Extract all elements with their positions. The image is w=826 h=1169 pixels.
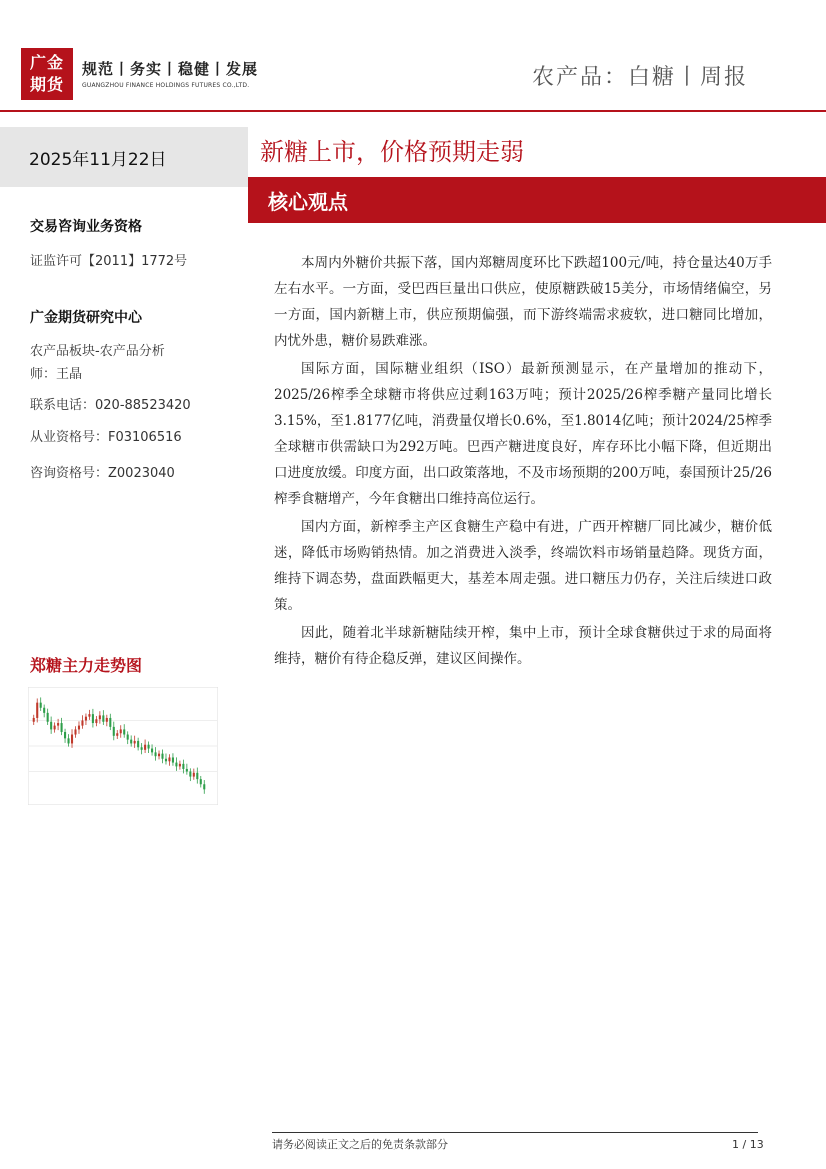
candle-body [43, 708, 45, 713]
paragraph: 本周内外糖价共振下落，国内郑糖周度环比下跌超100元/吨，持仓量达40万手左右水平。一方面，受巴西巨量出口供应，使原糖跌破15美分，市场情绪偏空，另一方面，国内新糖上市，供应预期偏强，而下游终端需求疲软，进口糖同比增加，内忧外患，糖价易跌难涨。 [274, 255, 772, 349]
research-center: 广金期货研究中心 [30, 310, 142, 326]
candle-body [67, 738, 69, 743]
candle-body [78, 726, 80, 730]
candle-body [203, 784, 205, 789]
candle-body [113, 727, 115, 736]
candle-body [92, 714, 94, 723]
candle-body [106, 718, 108, 722]
report-date: 2025年11月22日 [29, 150, 167, 170]
candle-body [85, 717, 87, 721]
candle-body [120, 729, 122, 733]
candle-body [102, 715, 104, 721]
candle-body [168, 757, 170, 761]
candle-body [64, 732, 66, 738]
section-title: 核心观点 [268, 190, 348, 214]
candle-body [54, 726, 56, 730]
core-views-body [274, 250, 772, 674]
logo-line-1: 广金 [29, 53, 64, 72]
candle-body [109, 718, 111, 727]
consult-qualification: 咨询资格号：Z0023040 [30, 466, 175, 481]
practice-qualification: 从业资格号：F03106516 [30, 430, 182, 445]
footer-disclaimer: 请务必阅读正文之后的免责条款部分 [272, 1138, 448, 1151]
chart-title: 郑糖主力走势图 [30, 656, 143, 675]
candle-body [50, 722, 52, 730]
company-slogan: 规范丨务实丨稳健丨发展 [82, 60, 259, 78]
candle-body [99, 715, 101, 719]
candle-body [61, 723, 63, 732]
paragraph: 因此，随着北半球新糖陆续开榨，集中上市，预计全球食糖供过于求的局面将维持，糖价有待企稳反弹，建议区间操作。 [274, 625, 772, 667]
candle-body [123, 729, 125, 734]
candle-body [161, 754, 163, 759]
candle-body [130, 740, 132, 744]
company-logo [21, 48, 73, 100]
analyst-title: 农产品板块-农产品分析 [30, 344, 165, 359]
logo-line-2: 期货 [29, 75, 64, 94]
candle-body [33, 718, 35, 722]
candle-body [182, 764, 184, 769]
candle-body [144, 745, 146, 750]
paragraph: 国内方面，新榨季主产区食糖生产稳中有进，广西开榨糖厂同比减少，糖价低迷，降低市场购销热情。加之消费进入淡季，终端饮料市场销量趋降。现货方面，维持下调态势，盘面跌幅更大，基差本周走强。进口糖压力仍存，关注后续进口政策。 [274, 519, 772, 613]
candle-body [57, 723, 59, 726]
sugar-trend-chart [28, 687, 218, 805]
candle-body [71, 735, 73, 744]
page-number: 1 / 13 [732, 1138, 764, 1151]
qualification-heading: 交易咨询业务资格 [30, 219, 142, 235]
candle-body [186, 769, 188, 772]
candle-body [189, 772, 191, 777]
candle-body [141, 747, 143, 750]
candle-body [137, 741, 139, 747]
candle-body [36, 703, 38, 718]
candle-body [172, 757, 174, 762]
report-title: 新糖上市，价格预期走弱 [260, 138, 524, 166]
candle-body [193, 773, 195, 777]
candle-body [95, 719, 97, 723]
candle-body [40, 703, 42, 708]
candle-body [175, 763, 177, 767]
candle-body [47, 713, 49, 722]
candle-body [74, 729, 76, 734]
footer-divider [272, 1132, 758, 1133]
candle-body [116, 733, 118, 736]
candle-body [179, 764, 181, 767]
candle-body [200, 779, 202, 784]
report-type: 农产品：白糖丨周报 [531, 65, 748, 90]
paragraph: 国际方面，国际糖业组织（ISO）最新预测显示，在产量增加的推动下，2025/26榨季全球糖市将供应过剩163万吨；预计2025/26榨季糖产量同比增长3.15%，至1.8177亿吨，消费量仅增长0.6%，至1.8014亿吨；预计2024/25榨季全球糖市供需缺口为292万吨。巴西产糖进度良好，库存环比小幅下降，但近期出口进度放缓。印度方面，出口政策落地，不及市场预期的200万吨，泰国预计25/26榨季食糖增产，今年食糖出口维持高位运行。 [274, 361, 772, 507]
candle-body [158, 754, 160, 757]
candle-body [148, 745, 150, 749]
candle-body [88, 714, 90, 717]
header-divider [0, 110, 826, 112]
candle-body [127, 735, 129, 740]
candle-body [154, 752, 156, 756]
candle-body [134, 741, 136, 744]
chart-svg [28, 687, 218, 805]
candle-body [81, 721, 83, 726]
candle-body [196, 773, 198, 779]
candle-body [165, 759, 167, 762]
analyst-name: 师：王晶 [30, 367, 83, 382]
contact-phone: 联系电话：020-88523420 [30, 398, 191, 413]
company-english-name: GUANGZHOU FINANCE HOLDINGS FUTURES CO.,LTD. [82, 82, 250, 89]
candle-body [151, 749, 153, 753]
license-number: 证监许可【2011】1772号 [30, 254, 188, 269]
